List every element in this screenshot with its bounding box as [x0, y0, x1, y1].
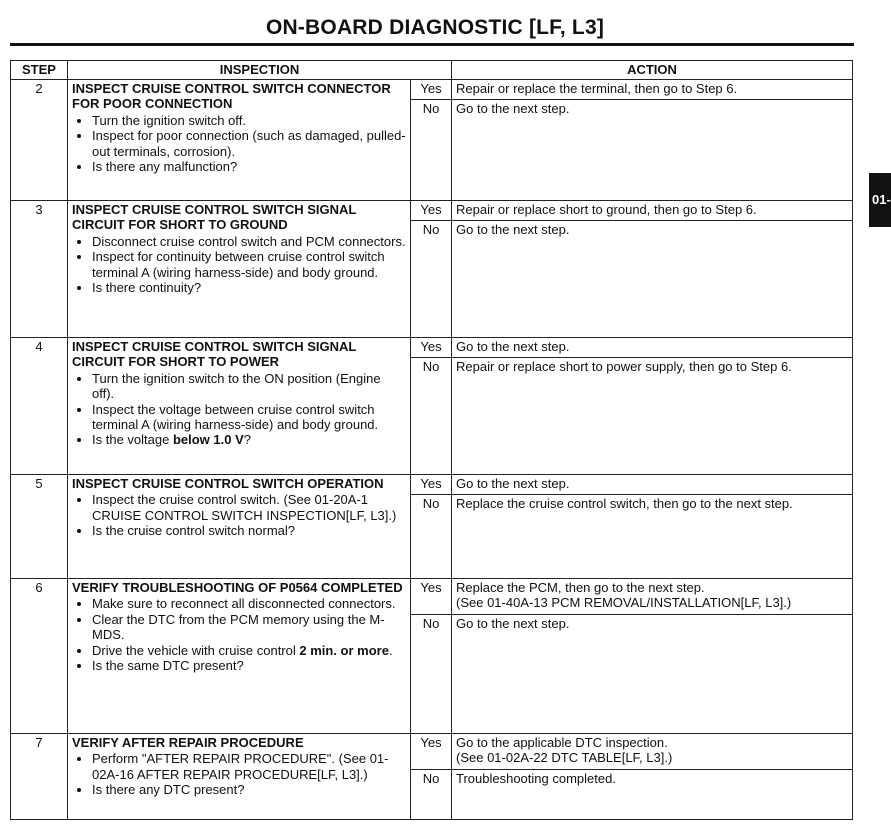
table-row [11, 80, 853, 100]
section-tab: 01- [869, 173, 891, 227]
bullet-item: • Is there continuity? [92, 280, 406, 295]
bullet-item: • Is there any DTC present? [92, 782, 406, 797]
no-action: Go to the next step. [452, 100, 853, 201]
inspection-title: INSPECT CRUISE CONTROL SWITCH CONNECTOR FOR POOR CONNECTION [72, 81, 391, 112]
inspection-bullets [72, 234, 406, 296]
no-action: Go to the next step. [452, 615, 853, 734]
bullet-item: • Inspect for poor connection (such as damaged, pulled-out terminals, corrosion). [92, 128, 406, 159]
bullet-item: • Turn the ignition switch off. [92, 113, 406, 128]
bullet-item: • Disconnect cruise control switch and PCM connectors. [92, 234, 406, 249]
yes-action: Repair or replace short to ground, then go to Step 6. [452, 201, 853, 221]
header-inspection: INSPECTION [68, 61, 452, 80]
inspection-cell [68, 579, 411, 734]
yes-label: Yes [411, 338, 452, 358]
header-step: STEP [11, 61, 68, 80]
no-label: No [411, 770, 452, 820]
inspection-bullets [72, 371, 406, 448]
page-title: ON-BOARD DIAGNOSTIC [LF, L3] [265, 16, 605, 39]
inspection-cell [68, 338, 411, 475]
inspection-cell [68, 475, 411, 579]
inspection-cell [68, 734, 411, 820]
yes-label: Yes [411, 475, 452, 495]
bullet-item [92, 432, 406, 447]
voltage-spec: below 1.0 V [172, 432, 244, 448]
yes-label: Yes [411, 80, 452, 100]
bullet-text: Drive the vehicle with cruise control [92, 642, 300, 658]
yes-action: Go to the next step. [452, 475, 853, 495]
yes-action: Go to the next step. [452, 338, 853, 358]
bullet-item: • Inspect for continuity between cruise control switch terminal A (wiring harness-side) and body ground. [92, 249, 406, 280]
step-number: 5 [11, 475, 68, 579]
no-action: Replace the cruise control switch, then go to the next step. [452, 495, 853, 579]
no-label: No [411, 358, 452, 475]
bullet-text: Is the voltage [92, 432, 173, 448]
title-rule [10, 43, 854, 46]
yes-action [452, 734, 853, 770]
yes-label: Yes [411, 734, 452, 770]
no-action: Go to the next step. [452, 221, 853, 338]
inspection-cell [68, 80, 411, 201]
inspection-bullets [72, 113, 406, 175]
no-action: Troubleshooting completed. [452, 770, 853, 820]
bullet-text: . [388, 642, 393, 658]
bullet-item: • Make sure to reconnect all disconnected connectors. [92, 596, 406, 611]
inspection-title: INSPECT CRUISE CONTROL SWITCH SIGNAL CIRCUIT FOR SHORT TO POWER [72, 339, 357, 370]
table-header-row [11, 61, 853, 80]
bullet-item: • Clear the DTC from the PCM memory using the M-MDS. [92, 612, 406, 643]
inspection-title: INSPECT CRUISE CONTROL SWITCH OPERATION [72, 476, 384, 491]
table-row [11, 201, 853, 221]
inspection-bullets [72, 596, 406, 673]
yes-label: Yes [411, 579, 452, 615]
bullet-item: • Inspect the cruise control switch. (See 01-20A-1 CRUISE CONTROL SWITCH INSPECTION[LF, L3].) [92, 492, 406, 523]
step-number: 3 [11, 201, 68, 338]
diagnostic-table [10, 60, 853, 820]
table-row [11, 734, 853, 770]
yes-action [452, 579, 853, 615]
no-action: Repair or replace short to power supply, then go to Step 6. [452, 358, 853, 475]
step-number: 4 [11, 338, 68, 475]
inspection-title: VERIFY AFTER REPAIR PROCEDURE [72, 735, 304, 750]
duration-spec: 2 min. or more [299, 642, 389, 658]
header-action: ACTION [452, 61, 853, 80]
no-label: No [411, 495, 452, 579]
no-label: No [411, 221, 452, 338]
step-number: 2 [11, 80, 68, 201]
yes-action-line: Replace the PCM, then go to the next step. [456, 580, 705, 595]
bullet-item: • Is the cruise control switch normal? [92, 523, 406, 538]
inspection-cell [68, 201, 411, 338]
inspection-bullets [72, 492, 406, 538]
yes-action-reference: (See 01-40A-13 PCM REMOVAL/INSTALLATION[LF, L3].) [456, 595, 792, 611]
table-row [11, 475, 853, 495]
bullet-text: ? [243, 432, 251, 448]
inspection-title: INSPECT CRUISE CONTROL SWITCH SIGNAL CIRCUIT FOR SHORT TO GROUND [72, 202, 357, 233]
bullet-item: • Inspect the voltage between cruise control switch terminal A (wiring harness-side) and body ground. [92, 402, 406, 433]
yes-action-reference: (See 01-02A-22 DTC TABLE[LF, L3].) [456, 750, 673, 766]
bullet-item: • Is there any malfunction? [92, 159, 406, 174]
bullet-item: • Is the same DTC present? [92, 658, 406, 673]
step-number: 6 [11, 579, 68, 734]
inspection-title: VERIFY TROUBLESHOOTING OF P0564 COMPLETED [72, 580, 403, 595]
bullet-item: • Perform "AFTER REPAIR PROCEDURE". (See 01-02A-16 AFTER REPAIR PROCEDURE[LF, L3].) [92, 751, 406, 782]
no-label: No [411, 100, 452, 201]
bullet-item: • Turn the ignition switch to the ON position (Engine off). [92, 371, 406, 402]
no-label: No [411, 615, 452, 734]
inspection-bullets [72, 751, 406, 797]
table-row [11, 579, 853, 615]
table-row [11, 338, 853, 358]
yes-action: Repair or replace the terminal, then go to Step 6. [452, 80, 853, 100]
bullet-item [92, 643, 406, 658]
yes-action-line: Go to the applicable DTC inspection. [456, 735, 668, 750]
step-number: 7 [11, 734, 68, 820]
yes-label: Yes [411, 201, 452, 221]
